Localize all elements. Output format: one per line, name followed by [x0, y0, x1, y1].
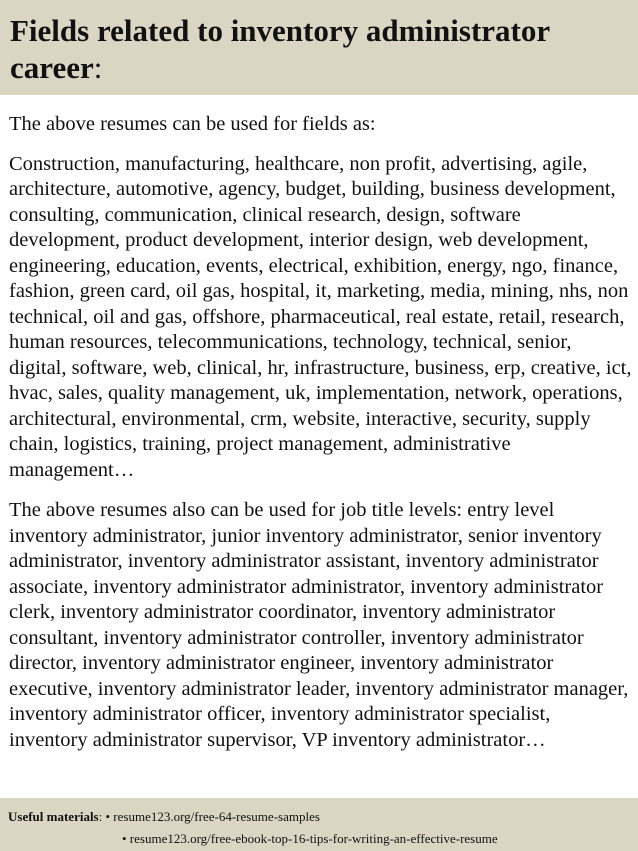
- resource-link-ebook-tips[interactable]: • resume123.org/free-ebook-top-16-tips-for-writing-an-effective-resume: [122, 831, 498, 846]
- useful-materials-label: Useful materials: [8, 809, 99, 824]
- footer-row-1: [8, 806, 638, 828]
- useful-materials-separator: :: [98, 809, 106, 824]
- page-title-text: Fields related to inventory administrator career: [10, 13, 550, 85]
- page-title-colon: :: [93, 50, 103, 85]
- main-content: [9, 112, 633, 753]
- footer-row-2: [8, 828, 638, 850]
- resource-link-resume-samples[interactable]: • resume123.org/free-64-resume-samples: [105, 809, 320, 824]
- intro-text: The above resumes can be used for fields as:: [9, 113, 376, 135]
- job-levels-text: The above resumes also can be used for job title levels: entry level inventory administrator, junior inventory administrator, senior inventory administrator, inventory administrator assistant, inventory administrator associate, inventory administrator administrator, inventory administrator clerk, inventory administrator coordinator, inventory administrator consultant, inventory administrator controller, inventory administrator director, inventory administrator engineer, inventory administrator executive, inventory administrator leader, inventory administrator manager, inventory administrator officer, inventory administrator specialist, inventory administrator supervisor, VP inventory administrator…: [9, 499, 629, 751]
- useful-materials-footer: [0, 798, 638, 851]
- page-title: [10, 12, 628, 86]
- fields-list: Construction, manufacturing, healthcare, non profit, advertising, agile, architecture, automotive, agency, budget, building, business development, consulting, communication, clinical research, design, software development, product development, interior design, web development, engineering, education, events, electrical, exhibition, energy, ngo, finance, fashion, green card, oil gas, hospital, it, marketing, media, mining, nhs, non technical, oil and gas, offshore, pharmaceutical, real estate, retail, research, human resources, telecommunications, technology, technical, senior, digital, software, web, clinical, hr, infrastructure, business, erp, creative, ict, hvac, sales, quality management, uk, implementation, network, operations, architectural, environmental, crm, website, interactive, security, supply chain, logistics, training, project management, administrative management…: [9, 152, 632, 481]
- title-banner: [0, 0, 638, 95]
